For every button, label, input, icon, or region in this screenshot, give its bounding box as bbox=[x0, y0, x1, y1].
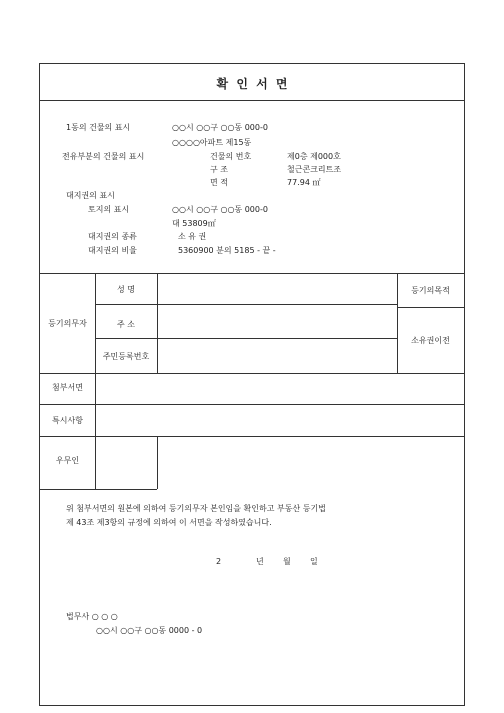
right-type-value: 소 유 권 bbox=[178, 232, 207, 241]
date-year: 2 bbox=[216, 557, 222, 566]
date-day-unit: 일 bbox=[310, 557, 318, 566]
statement-line-2: 제 43조 제3항의 규정에 의하여 이 서면을 작성하였습니다. bbox=[66, 518, 272, 527]
divider bbox=[95, 436, 96, 489]
name-label: 성 명 bbox=[117, 285, 135, 294]
exclusive-part-label: 전유부분의 건물의 표시 bbox=[62, 152, 145, 161]
divider bbox=[40, 489, 157, 490]
right-type-label: 대지권의 종류 bbox=[88, 232, 137, 241]
registration-purpose-value: 소유권이전 bbox=[411, 336, 450, 345]
area-value: 77.94 ㎡ bbox=[287, 178, 321, 187]
scrivener-label: 법무사 ○ ○ ○ bbox=[66, 612, 118, 621]
right-ratio-label: 대지권의 비율 bbox=[88, 246, 137, 255]
divider bbox=[40, 373, 464, 374]
right-ratio-value: 5360900 분의 5185 - 끝 - bbox=[178, 246, 276, 255]
attached-doc-label: 첨부서면 bbox=[52, 383, 83, 392]
special-notes-label: 특시사항 bbox=[52, 416, 83, 425]
address-label: 주 소 bbox=[117, 320, 135, 329]
land-right-label: 대지권의 표시 bbox=[66, 191, 115, 200]
form-title: 확 인 서 면 bbox=[216, 77, 290, 91]
confirmation-form bbox=[39, 63, 465, 706]
registration-purpose-label: 등기의목적 bbox=[411, 286, 450, 295]
area-label: 면 적 bbox=[210, 178, 228, 187]
structure-label: 구 조 bbox=[210, 165, 228, 174]
divider bbox=[157, 436, 158, 489]
land-label: 토지의 표시 bbox=[88, 205, 130, 214]
statement-line-1: 위 첨부서면의 원본에 의하여 등기의무자 본인임을 확인하고 부동산 등기법 bbox=[66, 504, 326, 513]
divider bbox=[40, 273, 464, 274]
land-area: 대 53809㎡ bbox=[172, 219, 216, 228]
divider bbox=[40, 404, 464, 405]
id-number-label: 주민등록번호 bbox=[102, 352, 150, 361]
thumbprint-label: 우무인 bbox=[55, 456, 80, 465]
building-address: ○○시 ○○구 ○○동 000-0 bbox=[172, 123, 268, 132]
divider bbox=[40, 100, 464, 101]
date-year-unit: 년 bbox=[256, 557, 264, 566]
divider bbox=[40, 436, 464, 437]
obligor-label: 등기의무자 bbox=[48, 319, 87, 328]
building-label: 1동의 건물의 표시 bbox=[66, 123, 131, 132]
building-name: ○○○○아파트 제15동 bbox=[172, 138, 252, 147]
structure-value: 철근콘크리트조 bbox=[287, 165, 342, 174]
divider bbox=[157, 273, 158, 373]
scrivener-address: ○○시 ○○구 ○○동 0000 - 0 bbox=[96, 626, 203, 635]
land-address: ○○시 ○○구 ○○동 000-0 bbox=[172, 205, 268, 214]
date-month-unit: 월 bbox=[283, 557, 291, 566]
divider bbox=[95, 338, 397, 339]
unit-number-label: 건물의 번호 bbox=[210, 152, 252, 161]
unit-number-value: 제0층 제000호 bbox=[287, 152, 341, 161]
divider bbox=[95, 304, 397, 305]
divider bbox=[397, 307, 464, 308]
